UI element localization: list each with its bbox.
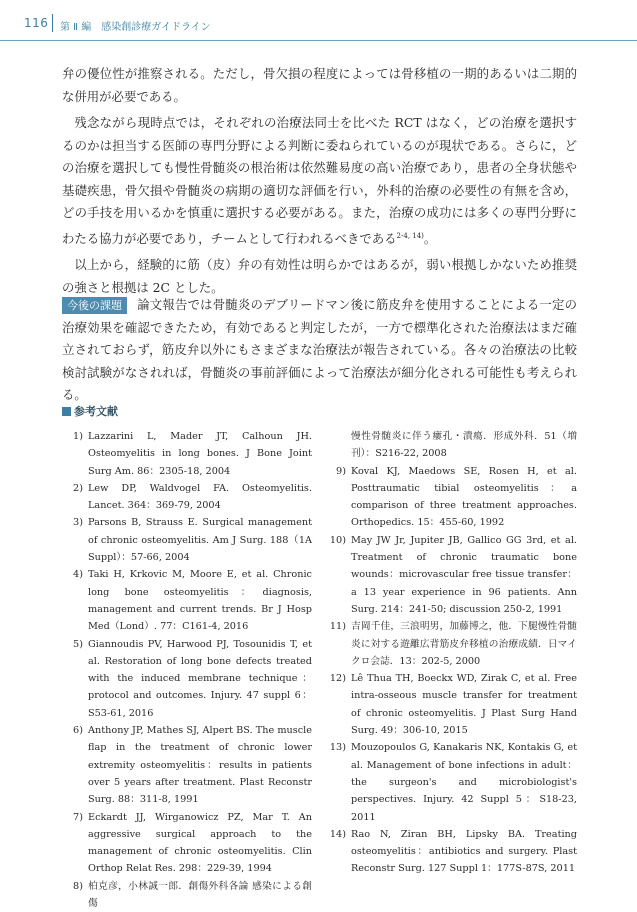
section-title: 第 Ⅱ 編 感染創診療ガイドライン bbox=[60, 22, 211, 33]
reference-item bbox=[62, 480, 312, 515]
reference-item bbox=[62, 878, 312, 912]
reference-number: 14) bbox=[329, 828, 346, 840]
references-heading bbox=[62, 403, 118, 419]
reference-text: Parsons B, Strauss E. Surgical management of chronic osteomyelitis. Am J Surg. 188（1A Suppl）：57-66, 2004 bbox=[88, 517, 312, 564]
future-issues-section bbox=[62, 294, 577, 407]
reference-text: Rao N, Ziran BH, Lipsky BA. Treating osteomyelitis：antibiotics and surgery. Plast Reconstr Surg. 127 Suppl 1：177S-87S, 2011 bbox=[351, 828, 577, 875]
reference-text: 柏克彦，小林誠一郎．創傷外科各論 感染による創傷 bbox=[88, 880, 312, 910]
reference-text: May JW Jr, Jupiter JB, Gallico GG 3rd, et al. Treatment of chronic traumatic bone wounds：microvascular free tissue transfer：a 13 year experience in 96 patients. Ann Surg. 214：241-50; discussion 250-2, 1991 bbox=[351, 534, 577, 615]
reference-item bbox=[62, 514, 312, 566]
reference-item bbox=[325, 670, 577, 739]
reference-number: 6) bbox=[73, 725, 83, 737]
future-issues-label: 今後の課題 bbox=[62, 297, 127, 314]
reference-text: Mouzopoulos G, Kanakaris NK, Kontakis G, et al. Management of bone infections in adult：the surgeon's and microbiologist's perspectives. Injury. 42 Suppl 5：S18-23, 2011 bbox=[351, 742, 577, 823]
reference-item bbox=[325, 739, 577, 825]
paragraph-2-end: 。 bbox=[423, 230, 437, 246]
reference-text: Anthony JP, Mathes SJ, Alpert BS. The muscle flap in the treatment of chronic lower extremity osteomyelitis：results in patients over 5 years after treatment. Plast Reconstr Surg. 88：311-8, 1991 bbox=[88, 725, 312, 806]
reference-number: 9) bbox=[336, 465, 346, 477]
reference-item bbox=[325, 532, 577, 618]
reference-number: 13) bbox=[329, 742, 346, 754]
body-text bbox=[62, 63, 577, 303]
references-left-column bbox=[62, 428, 312, 912]
reference-text: Eckardt JJ, Wirganowicz PZ, Mar T. An aggressive surgical approach to the management of chronic osteomyelitis. Clin Orthop Relat Res. 298：229-39, 1994 bbox=[88, 811, 312, 875]
reference-number: 5) bbox=[73, 638, 83, 650]
references-right-column bbox=[325, 428, 577, 878]
reference-item bbox=[325, 618, 577, 670]
reference-text: Taki H, Krkovic M, Moore E, et al. Chronic long bone osteomyelitis：diagnosis, management and current trends. Br J Hosp Med（Lond）. 77：C161-4, 2016 bbox=[88, 569, 312, 633]
references-heading-text: 参考文献 bbox=[74, 405, 118, 418]
reference-text: Lazzarini L, Mader JT, Calhoun JH. Osteomyelitis in long bones. J Bone Joint Surg Am. 86：2305-18, 2004 bbox=[88, 431, 312, 477]
paragraph-2 bbox=[62, 112, 577, 250]
reference-item bbox=[62, 722, 312, 808]
reference-number: 2) bbox=[73, 482, 83, 494]
reference-number: 11) bbox=[329, 621, 346, 633]
reference-item bbox=[325, 826, 577, 878]
reference-item bbox=[62, 636, 312, 722]
page-header bbox=[0, 0, 637, 40]
reference-text: Lê Thua TH, Boeckx WD, Zirak C, et al. Free intra-osseous muscle transfer for treatment of chronic osteomyelitis. J Plast Surg Hand Surg. 49：306-10, 2015 bbox=[351, 673, 577, 737]
reference-item bbox=[62, 428, 312, 480]
reference-number: 12) bbox=[329, 673, 346, 685]
header-rule bbox=[0, 40, 637, 41]
reference-item bbox=[62, 566, 312, 635]
reference-number: 1) bbox=[73, 431, 83, 442]
paragraph-3: 以上から，経験的に筋（皮）弁の有効性は明らかではあるが，弱い根拠しかないため推奨の強さと根拠は 2C とした。 bbox=[62, 257, 577, 295]
reference-number: 3) bbox=[73, 517, 83, 529]
reference-item bbox=[325, 463, 577, 532]
square-bullet-icon bbox=[62, 407, 71, 416]
citation-superscript: 2-4, 14) bbox=[396, 231, 424, 240]
reference-number: 10) bbox=[329, 534, 346, 546]
reference-text: Giannoudis PV, Harwood PJ, Tosounidis T, et al. Restoration of long bone defects treated with the induced membrane technique：protocol and outcomes. Injury. 47 suppl 6：S53-61, 2016 bbox=[88, 638, 312, 719]
reference-text: Koval KJ, Maedows SE, Rosen H, et al. Posttraumatic tibial osteomyelitis：a comparison of three treatment approaches. Orthopedics. 15：455-60, 1992 bbox=[351, 465, 577, 529]
header-divider bbox=[52, 14, 53, 32]
reference-text: Lew DP, Waldvogel FA. Osteomyelitis. Lancet. 364：369-79, 2004 bbox=[88, 482, 312, 512]
reference-number: 7) bbox=[73, 811, 83, 823]
reference-item bbox=[62, 809, 312, 878]
future-issues-text: 論文報告では骨髄炎のデブリードマン後に筋皮弁を使用することによる一定の治療効果を確認できたため，有効であると判定したが，一方で標準化された治療法はまだ確立されておらず，筋皮弁以外にもさまざまな治療法が報告されている。各々の治療法の比較検討試験がなされれば，骨髄炎の事前評価によって治療法が細分化される可能性も考えられる。 bbox=[62, 297, 577, 402]
reference-text: 吉岡千佳，三浪明男，加藤博之，他．下腿慢性骨髄炎に対する遊離広背筋皮弁移植の治療成績．日マイクロ会誌．13：202-5, 2000 bbox=[351, 621, 577, 667]
reference-number: 4) bbox=[73, 569, 83, 581]
paragraph-2-text: 残念ながら現時点では，それぞれの治療法同士を比べた RCT はなく，どの治療を選択するのかは担当する医師の専門分野による判断に委ねられているのが現状である。さらに，どの治療を選択しても慢性骨髄炎の根治術は依然難易度の高い治療であり，患者の全身状態や基礎疾患，骨欠損や骨髄炎の病期の適切な評価を行い，外科的治療の必要性の有無を含め，どの手技を用いるかを慎重に選択する必要がある。また，治療の成功には多くの専門分野にわたる協力が必要であり，チームとして行われるべきである bbox=[62, 115, 577, 246]
reference-number: 8) bbox=[73, 880, 83, 892]
paragraph-1: 弁の優位性が推察される。ただし，骨欠損の程度によっては骨移植の一期的あるいは二期的な併用が必要である。 bbox=[62, 66, 577, 104]
page-number: 116 bbox=[24, 16, 49, 30]
reference-continuation: 慢性骨髄炎に伴う瘻孔・潰瘍．形成外科．51（増刊）：S216-22, 2008 bbox=[351, 431, 577, 460]
